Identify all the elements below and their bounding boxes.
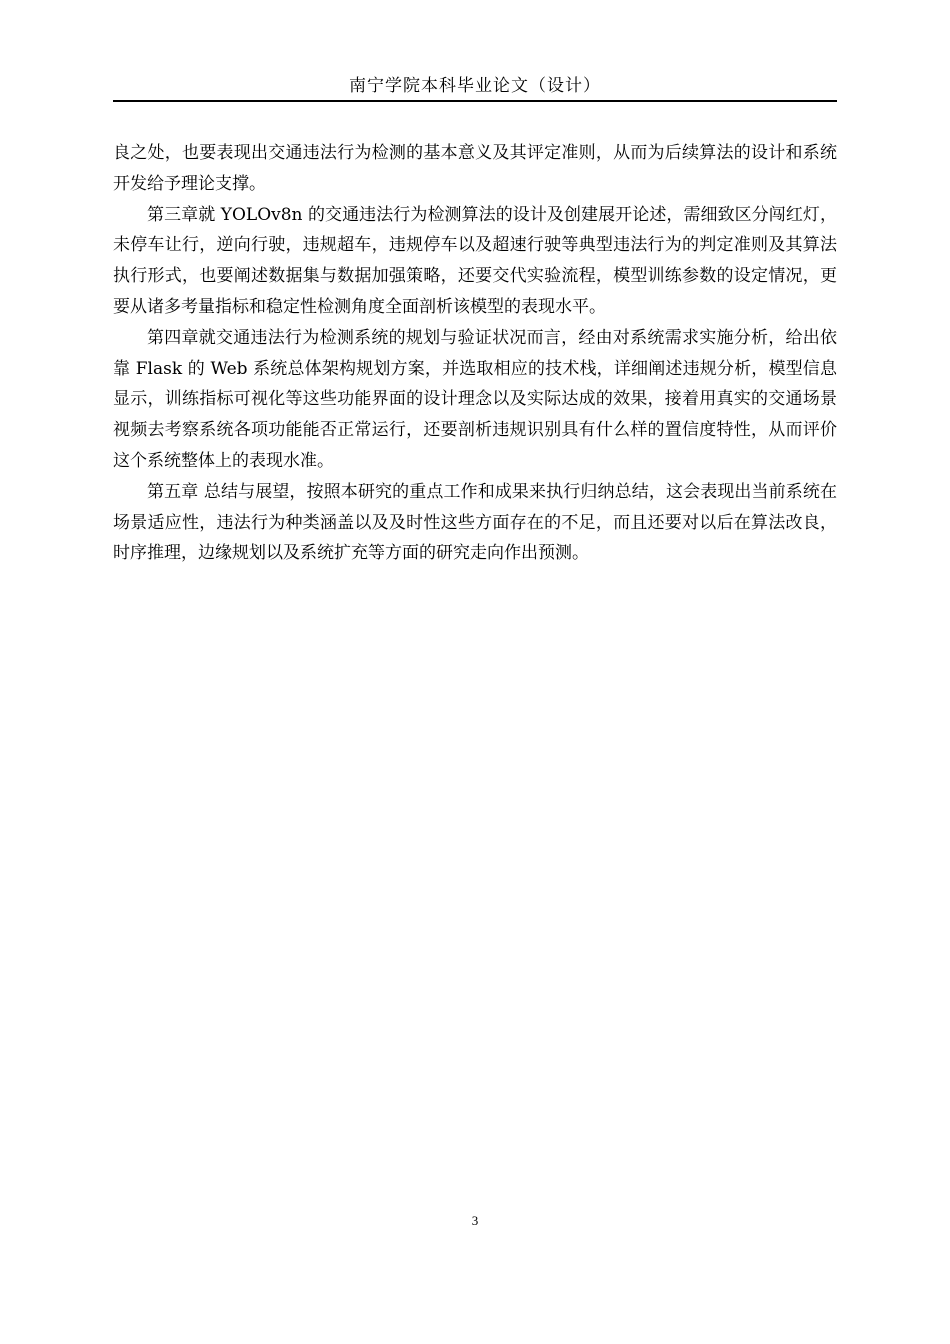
paragraph-chapter-3: 第三章就 YOLOv8n 的交通违法行为检测算法的设计及创建展开论述，需细致区分闯红灯，未停车让行，逆向行驶，违规超车，违规停车以及超速行驶等典型违法行为的判定准则及其算法执行形式，也要阐述数据集与数据加强策略，还要交代实验流程，模型训练参数的设定情况，更要从诸多考量指标和稳定性检测角度全面剖析该模型的表现水平。 — [113, 204, 837, 317]
page-number: 3 — [471, 1213, 479, 1228]
paragraph-chapter-4: 第四章就交通违法行为检测系统的规划与验证状况而言，经由对系统需求实施分析，给出依靠 Flask 的 Web 系统总体架构规划方案，并选取相应的技术栈，详细阐述违规分析，模型信息显示，训练指标可视化等这些功能界面的设计理念以及实际达成的效果，接着用真实的交通场景视频去考察系统各项功能能否正常运行，还要剖析违规识别具有什么样的置信度特性，从而评价这个系统整体上的表现水准。 — [113, 327, 837, 471]
paragraph-continuation: 良之处，也要表现出交通违法行为检测的基本意义及其评定准则，从而为后续算法的设计和系统开发给予理论支撑。 — [113, 143, 837, 194]
header-divider — [113, 100, 837, 102]
page-header-title: 南宁学院本科毕业论文（设计） — [349, 76, 601, 96]
paragraph-chapter-5: 第五章 总结与展望，按照本研究的重点工作和成果来执行归纳总结，这会表现出当前系统在场景适应性，违法行为种类涵盖以及及时性这些方面存在的不足，而且还要对以后在算法改良，时序推理，边缘规划以及系统扩充等方面的研究走向作出预测。 — [113, 481, 837, 564]
body-text — [113, 138, 837, 569]
